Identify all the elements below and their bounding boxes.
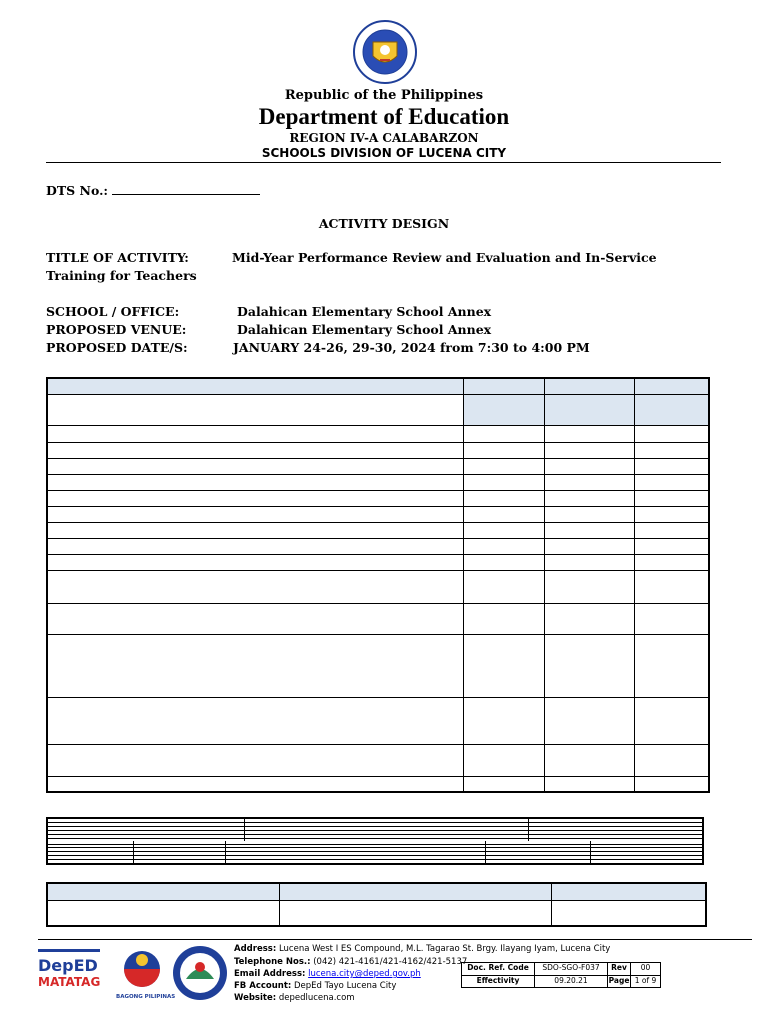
activity-table — [46, 377, 710, 793]
table-col-divider — [225, 841, 226, 863]
table-row — [48, 776, 708, 777]
dts-blank[interactable] — [112, 182, 260, 195]
deped-matatag-logo — [38, 949, 104, 997]
table-row — [48, 490, 708, 491]
table-row — [48, 394, 708, 395]
page-value: 1 of 9 — [634, 976, 657, 985]
table-col-divider — [463, 379, 464, 791]
date-label: PROPOSED DATE/S: — [46, 340, 188, 355]
email-link[interactable]: lucena.city@deped.gov.ph — [308, 969, 421, 979]
table-row — [48, 458, 708, 459]
table-row — [48, 634, 708, 635]
ref-code-value: SDO-SGO-F037 — [535, 963, 608, 976]
table-row — [48, 830, 702, 831]
doc-ref-table — [461, 962, 661, 988]
bagong-pilipinas-logo — [116, 948, 176, 1000]
table-row — [48, 538, 708, 539]
footer-fb: FB Account: DepEd Tayo Lucena City — [234, 981, 397, 991]
region-heading: REGION IV-A CALABARZON — [289, 131, 479, 145]
table-row — [48, 900, 705, 901]
table-row — [48, 506, 708, 507]
signature-table — [46, 817, 704, 865]
table-row — [48, 744, 708, 745]
footer-address: Address: Lucena West I ES Compound, M.L. Tagarao St. Brgy. Ilayang Iyam, Lucena City — [234, 944, 611, 954]
table-row — [48, 425, 708, 426]
table-col-divider — [551, 884, 552, 925]
department-heading: Department of Education — [258, 104, 510, 129]
division-heading: SCHOOLS DIVISION OF LUCENA CITY — [261, 146, 507, 160]
table-row — [48, 822, 702, 823]
matatag-wordmark: MATATAG — [38, 975, 101, 989]
table-row — [48, 844, 702, 845]
table-col-divider — [485, 841, 486, 863]
table-row — [48, 442, 708, 443]
table-row — [48, 859, 702, 860]
deped-seal-logo — [353, 20, 417, 84]
table-row — [48, 554, 708, 555]
table-subheader-shade — [463, 395, 708, 425]
dts-number — [46, 182, 260, 198]
table-col-divider — [528, 819, 529, 841]
approval-table — [46, 882, 707, 927]
table-header-shade — [48, 884, 705, 900]
header-divider — [46, 162, 721, 163]
page-label: Page — [608, 976, 631, 988]
school-value: Dalahican Elementary School Annex — [237, 304, 492, 319]
table-row — [48, 570, 708, 571]
document-title: ACTIVITY DESIGN — [318, 216, 450, 231]
table-col-divider — [544, 379, 545, 791]
ref-code-label: Doc. Ref. Code — [462, 963, 535, 976]
table-row — [48, 697, 708, 698]
effectivity-label: Effectivity — [462, 976, 535, 988]
footer-email: Email Address: lucena.city@deped.gov.ph — [234, 969, 421, 979]
title-value: Mid-Year Performance Review and Evaluation and In-Service — [232, 250, 657, 265]
republic-heading: Republic of the Philippines — [284, 88, 484, 103]
date-value: JANUARY 24-26, 29-30, 2024 from 7:30 to 4:00 PM — [233, 340, 590, 355]
rev-label: Rev — [608, 963, 631, 976]
footer-website: Website: depedlucena.com — [234, 993, 355, 1003]
table-row — [48, 847, 702, 848]
deped-wordmark: DepED — [38, 956, 98, 975]
table-row — [48, 474, 708, 475]
title-value-cont: Training for Teachers — [46, 268, 197, 283]
dts-label: DTS No.: — [46, 183, 109, 198]
table-row — [48, 826, 702, 827]
table-row — [48, 834, 702, 835]
bagong-pilipinas-text: BAGONG PILIPINAS — [116, 994, 176, 1000]
footer-telephone: Telephone Nos.: (042) 421-4161/421-4162/421-5137 — [234, 957, 468, 967]
table-col-divider — [590, 841, 591, 863]
footer-divider — [38, 939, 752, 940]
table-row — [48, 522, 708, 523]
title-label: TITLE OF ACTIVITY: — [46, 250, 189, 265]
table-col-divider — [244, 819, 245, 841]
venue-label: PROPOSED VENUE: — [46, 322, 187, 337]
table-col-divider — [279, 884, 280, 925]
table-row — [48, 838, 702, 839]
effectivity-value: 09.20.21 — [535, 976, 608, 988]
venue-value: Dalahican Elementary School Annex — [237, 322, 492, 337]
table-row — [48, 855, 702, 856]
table-header-shade — [48, 379, 708, 394]
school-label: SCHOOL / OFFICE: — [46, 304, 180, 319]
sdo-lucena-logo — [172, 945, 228, 1001]
table-row — [48, 851, 702, 852]
rev-value: 00 — [631, 963, 660, 976]
table-row — [48, 603, 708, 604]
table-col-divider — [634, 379, 635, 791]
table-col-divider — [133, 841, 134, 863]
